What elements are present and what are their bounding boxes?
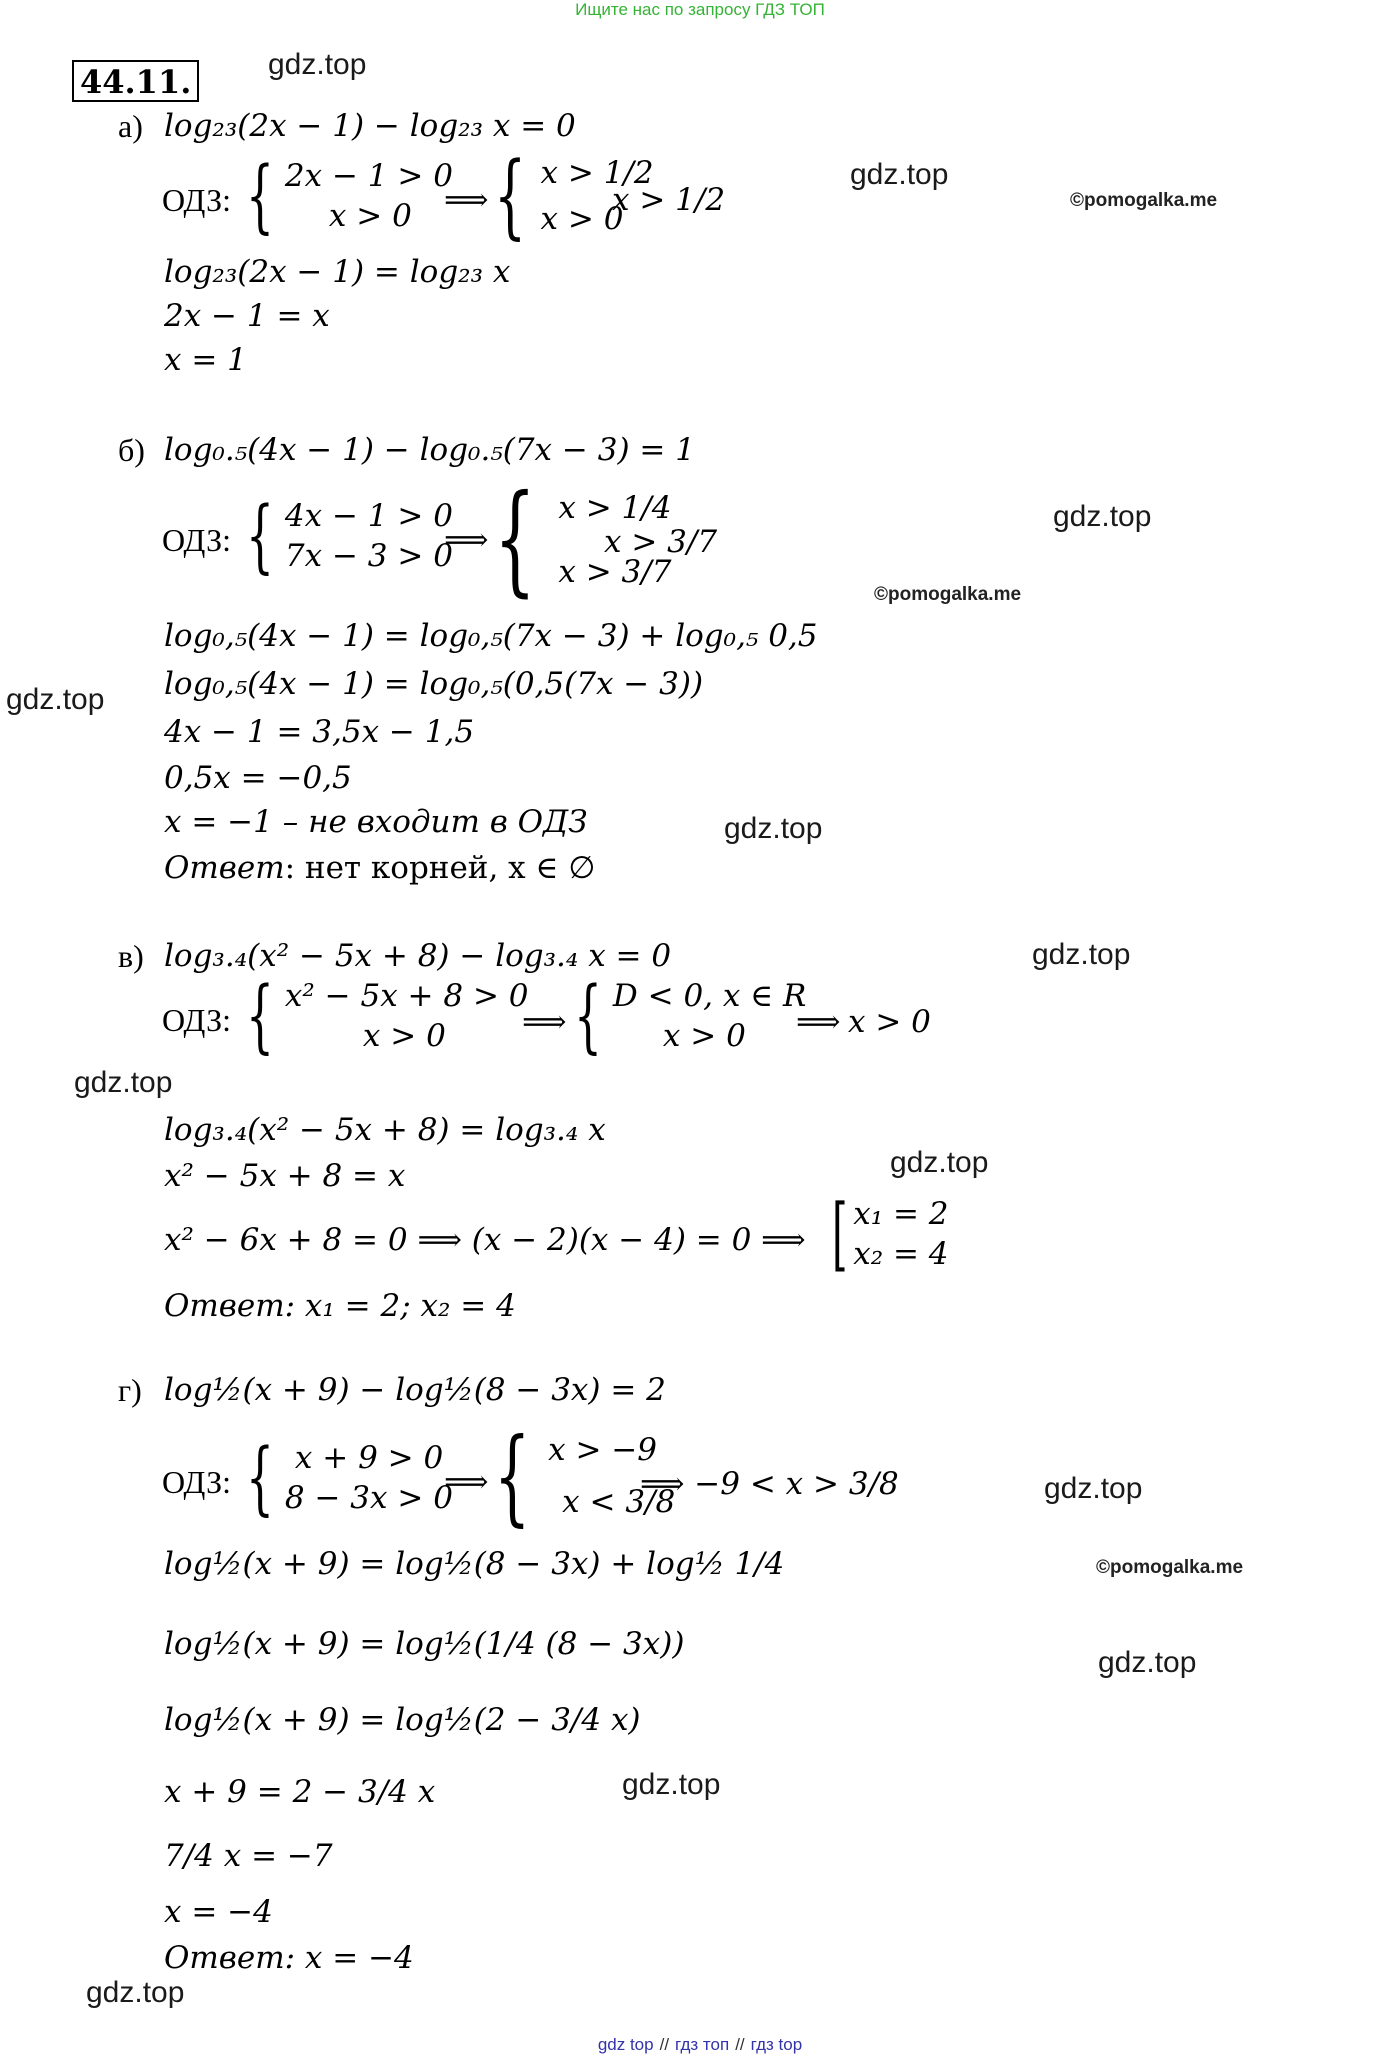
answer-label: Ответ [164,1288,285,1324]
part-g-odz-res-row: x < 3/8 [562,1484,676,1520]
part-v-odz-row: x² − 5x + 8 > 0 [284,978,529,1014]
part-a-odz-row: 2x − 1 > 0 [284,158,453,194]
part-g-odz-res-row: x > −9 [548,1432,658,1468]
part-v-equation: log₃.₄(x² − 5x + 8) − log₃.₄ x = 0 [164,938,672,974]
part-a-equation: log₂₃(2x − 1) − log₂₃ x = 0 [164,108,576,144]
watermark-gdz: gdz.top [1044,1472,1143,1505]
part-g-step: x = −4 [164,1894,273,1930]
answer-value: : x₁ = 2; x₂ = 4 [284,1288,516,1324]
watermark-gdz: gdz.top [1053,500,1152,533]
brace-icon: { [246,149,274,242]
watermark-pomogalka: ©pomogalka.me [1096,1557,1244,1578]
part-g-label: г) [118,1372,142,1408]
part-b-odz-row: 4x − 1 > 0 [284,498,453,534]
part-v-odz-result [574,969,807,1062]
part-v-odz-label: ОДЗ: [162,1002,232,1038]
part-b-step: log₀,₅(4x − 1) = log₀,₅(7x − 3) + log₀,₅ 0,5 [164,618,818,654]
answer-label: Ответ [164,850,285,886]
bottom-separator: // [659,2035,670,2054]
part-g-step: log½(x + 9) = log½(8 − 3x) + log½ 1/4 [164,1546,785,1582]
part-v-odz-final: x > 0 [848,1004,931,1040]
watermark-gdz: gdz.top [268,48,367,81]
watermark-gdz: gdz.top [890,1146,989,1179]
watermark-gdz: gdz.top [1032,938,1131,971]
brace-icon: { [494,470,536,609]
part-v-roots [832,1187,949,1280]
part-g-answer [164,1938,414,1978]
part-a-odz-res-row: x > 0 [540,201,624,237]
part-a-odz-final: x > 1/2 [612,182,726,218]
part-g-step: 7/4 x = −7 [164,1838,333,1874]
part-b-step: 0,5x = −0,5 [164,760,352,796]
part-b-equation: log₀.₅(4x − 1) − log₀.₅(7x − 3) = 1 [164,432,695,468]
part-a-step: log₂₃(2x − 1) = log₂₃ x [164,254,511,290]
part-v-step: x² − 5x + 8 = x [164,1158,406,1194]
bottom-banner [0,2035,1400,2055]
part-v-step: log₃.₄(x² − 5x + 8) = log₃.₄ x [164,1112,606,1148]
part-g-odz-row: x + 9 > 0 [294,1440,444,1476]
part-b-odz-system [246,489,453,582]
brace-icon: { [494,142,527,249]
watermark-gdz: gdz.top [850,158,949,191]
watermark-gdz: gdz.top [86,1976,185,2009]
part-b-odz-label: ОДЗ: [162,522,232,558]
part-b-step: x = −1 – не входит в ОДЗ [164,804,588,840]
answer-value: : нет корней, x ∈ ∅ [284,850,596,886]
part-v-answer [164,1286,516,1326]
answer-label: Ответ [164,1940,285,1976]
part-v-root: x₂ = 4 [853,1236,949,1272]
bottom-separator: // [735,2035,745,2054]
bottom-link[interactable]: gdz top [597,2035,654,2054]
brace-icon: { [246,969,274,1062]
part-g-step: x + 9 = 2 − 3/4 x [164,1774,436,1810]
part-a-odz-row: x > 0 [328,198,412,234]
task-number: 44.11. [72,60,199,102]
part-a-odz-label: ОДЗ: [162,182,232,218]
part-b-odz-res-row: x > 3/7 [558,554,672,590]
bracket-icon: [ [832,1187,848,1280]
part-a-step: x = 1 [164,342,247,378]
part-g-step: log½(x + 9) = log½(2 − 3/4 x) [164,1702,641,1738]
implies-icon: ⟹ [796,1004,841,1040]
part-v-label: в) [118,938,144,974]
part-a-odz-res-row: x > 1/2 [540,155,654,191]
brace-icon: { [494,1415,531,1537]
part-b-label: б) [118,432,145,468]
part-a-label: а) [118,108,143,144]
watermark-gdz: gdz.top [622,1768,721,1801]
watermark-pomogalka: ©pomogalka.me [1070,190,1218,211]
watermark-pomogalka: ©pomogalka.me [874,584,1022,605]
watermark-gdz: gdz.top [74,1066,173,1099]
part-v-odz-res-row: x > 0 [662,1018,746,1054]
implies-icon: ⟹ [444,1464,489,1500]
part-g-odz-system [246,1431,453,1524]
part-g-odz-final: ⟹ −9 < x > 3/8 [640,1466,899,1502]
part-v-step: x² − 6x + 8 = 0 ⟹ (x − 2)(x − 4) = 0 ⟹ [164,1222,806,1258]
part-v-odz-row: x > 0 [362,1018,446,1054]
implies-icon: ⟹ [444,182,489,218]
part-a-step: 2x − 1 = x [164,298,330,334]
brace-icon: { [246,489,274,582]
part-b-odz-res-row: x > 1/4 [558,490,672,526]
part-b-step: 4x − 1 = 3,5x − 1,5 [164,714,475,750]
part-a-odz-system [246,149,453,242]
watermark-gdz: gdz.top [6,683,105,716]
implies-icon: ⟹ [444,522,489,558]
part-g-step: log½(x + 9) = log½(1/4 (8 − 3x)) [164,1626,685,1662]
part-v-root: x₁ = 2 [853,1196,949,1232]
part-v-odz-res-row: D < 0, x ∈ R [612,978,807,1014]
part-g-odz-row: 8 − 3x > 0 [284,1480,453,1516]
top-banner[interactable]: Ищите нас по запросу ГДЗ ТОП [575,0,825,19]
part-b-odz-final: x > 3/7 [604,524,718,560]
bottom-link[interactable]: гдз top [750,2035,803,2054]
watermark-gdz: gdz.top [1098,1646,1197,1679]
part-b-step: log₀,₅(4x − 1) = log₀,₅(0,5(7x − 3)) [164,666,704,702]
part-g-equation: log½(x + 9) − log½(8 − 3x) = 2 [164,1372,666,1408]
answer-value: : x = −4 [284,1940,414,1976]
part-g-odz-label: ОДЗ: [162,1464,232,1500]
implies-icon: ⟹ [522,1004,567,1040]
part-b-answer [164,848,595,888]
part-b-odz-row: 7x − 3 > 0 [284,538,453,574]
part-v-odz-system [246,969,529,1062]
brace-icon: { [246,1431,274,1524]
watermark-gdz: gdz.top [724,812,823,845]
bottom-link[interactable]: гдз топ [675,2035,730,2054]
brace-icon: { [574,969,602,1062]
